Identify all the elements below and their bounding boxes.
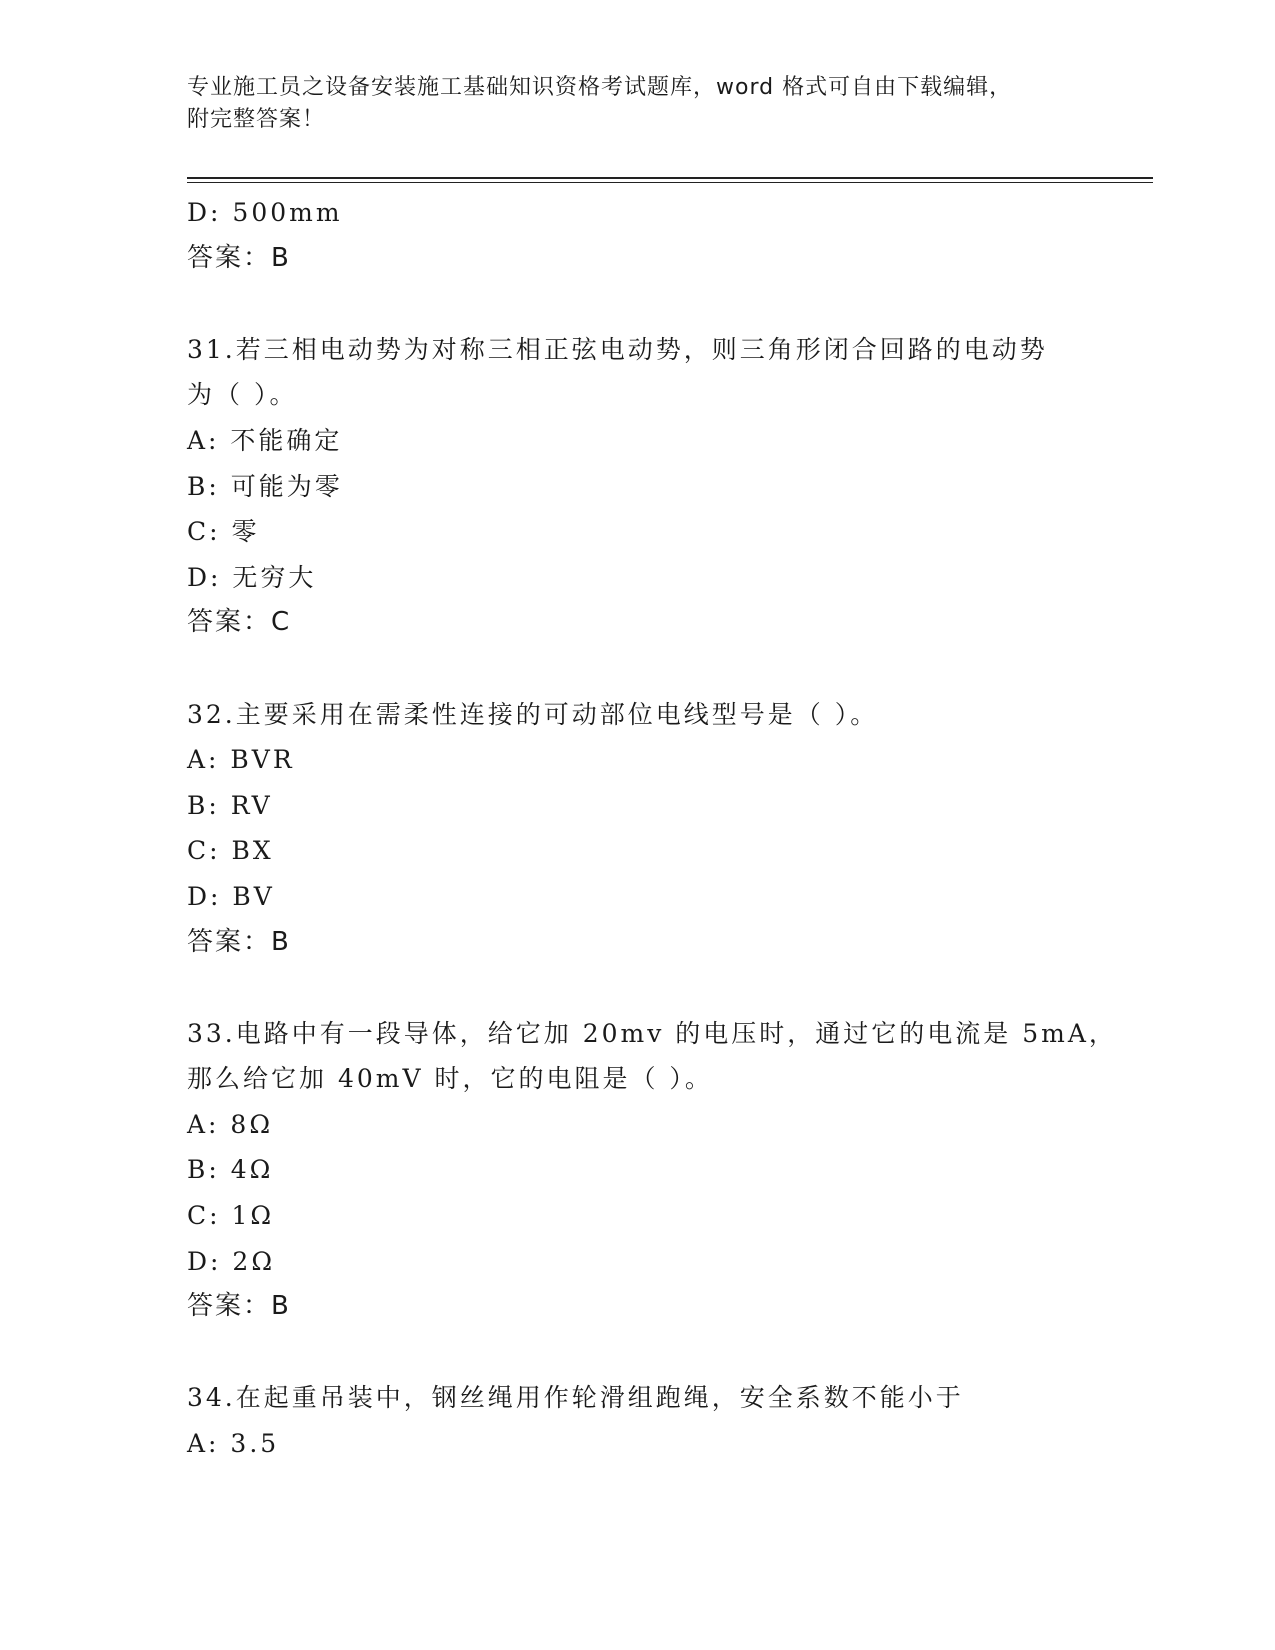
question-33 xyxy=(187,1011,1117,1330)
option-b: B: RV xyxy=(187,790,273,820)
option-a: A: 3.5 xyxy=(187,1429,280,1459)
header-divider-thin xyxy=(187,182,1153,183)
option-d: D: 无穷大 xyxy=(187,562,317,592)
header-line-1: 专业施工员之设备安装施工基础知识资格考试题库，word 格式可自由下载编辑， xyxy=(187,75,1013,100)
answer: 答案：C xyxy=(187,607,292,638)
question-34 xyxy=(187,1375,1087,1466)
option-c: C: 零 xyxy=(187,517,260,547)
option-c: C: BX xyxy=(187,836,274,866)
answer: 答案：B xyxy=(187,926,291,957)
question-stem: 33.电路中有一段导体，给它加 20mv 的电压时，通过它的电流是 5mA， xyxy=(187,1018,1117,1048)
header-divider-thick xyxy=(187,177,1153,179)
question-stem: 32.主要采用在需柔性连接的可动部位电线型号是（ ）。 xyxy=(187,699,879,729)
document-header xyxy=(187,72,1087,136)
option-a: A: 不能确定 xyxy=(187,425,343,455)
option-a: A: 8Ω xyxy=(187,1109,274,1139)
option-d: D: BV xyxy=(187,881,275,911)
prev-answer: 答案：B xyxy=(187,242,291,273)
prev-option-d: D: 500mm xyxy=(187,198,343,227)
question-32 xyxy=(187,692,1087,966)
option-c: C: 1Ω xyxy=(187,1201,275,1231)
option-a: A: BVR xyxy=(187,745,295,775)
option-d: D: 2Ω xyxy=(187,1246,276,1276)
question-list xyxy=(187,190,1117,1467)
option-b: B: 4Ω xyxy=(187,1155,274,1185)
question-stem-continued: 为（ ）。 xyxy=(187,380,298,410)
header-line-2: 附完整答案！ xyxy=(187,107,326,132)
spacer xyxy=(187,1330,1087,1376)
spacer xyxy=(187,965,1087,1011)
answer: 答案：B xyxy=(187,1291,291,1322)
question-stem-continued: 那么给它加 40mV 时，它的电阻是（ ）。 xyxy=(187,1064,713,1094)
question-31 xyxy=(187,327,1087,646)
question-stem: 31.若三相电动势为对称三相正弦电动势，则三角形闭合回路的电动势 xyxy=(187,334,1048,364)
spacer xyxy=(187,646,1087,692)
question-stem: 34.在起重吊装中，钢丝绳用作轮滑组跑绳，安全系数不能小于 xyxy=(187,1383,964,1413)
option-b: B: 可能为零 xyxy=(187,471,343,501)
spacer xyxy=(187,281,1087,327)
